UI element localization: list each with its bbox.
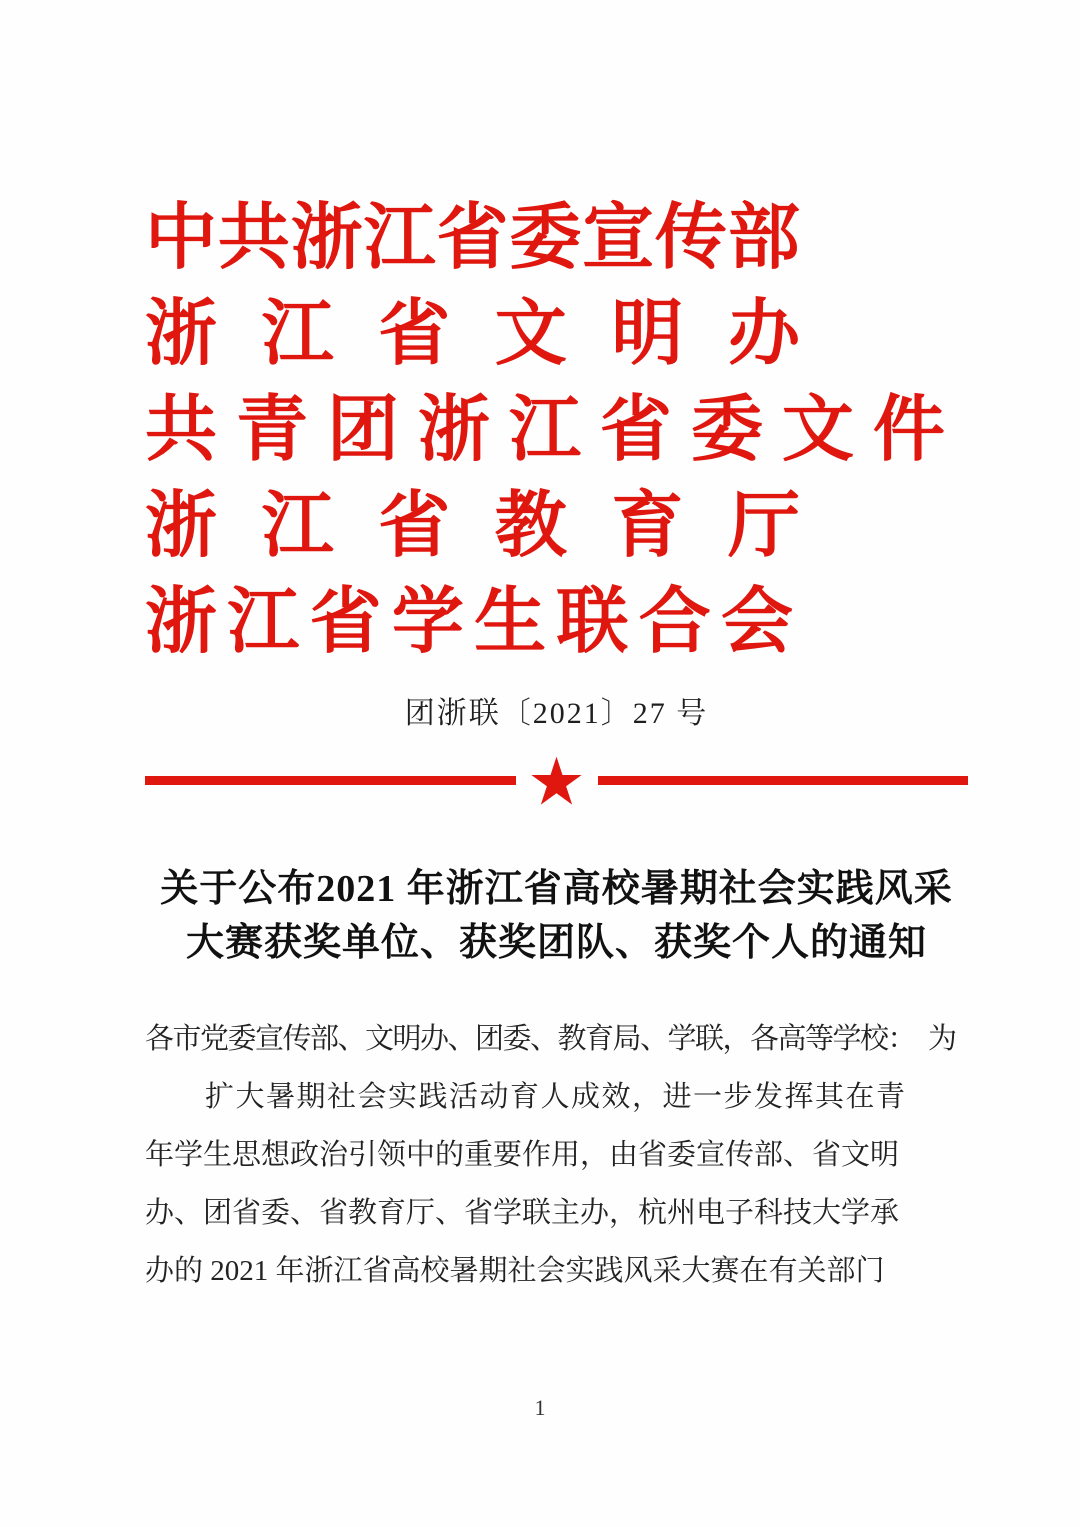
letterhead-char: 委	[509, 198, 582, 278]
letterhead-char: 浙	[145, 294, 218, 374]
letterhead-line-4	[145, 478, 800, 574]
page-footer	[0, 1395, 1080, 1421]
letterhead-char: 委	[690, 390, 763, 470]
letterhead-char: 办	[727, 294, 800, 374]
letterhead-char: 教	[494, 486, 567, 566]
letterhead-char: 省	[436, 198, 509, 278]
body-line-1: 各市党委宣传部、文明办、团委、教育局、学联，各高等学校： 为	[145, 1023, 956, 1055]
letterhead-char: 中	[145, 198, 218, 278]
letterhead-line-3	[145, 382, 945, 478]
letterhead-char: 厅	[727, 486, 800, 566]
letterhead-char: 浙	[290, 198, 363, 278]
letterhead-char: 明	[611, 294, 684, 374]
letterhead-line-5	[145, 574, 793, 670]
red-divider	[145, 753, 968, 813]
letterhead-char: 学	[391, 582, 464, 662]
letterhead	[145, 190, 968, 670]
letterhead-char: 件	[872, 390, 945, 470]
letterhead-char: 文	[781, 390, 854, 470]
title-line-2: 大赛获奖单位、获奖团队、获奖个人的通知	[185, 922, 927, 964]
letterhead-char: 省	[599, 390, 672, 470]
letterhead-char: 江	[363, 198, 436, 278]
letterhead-char: 青	[235, 390, 308, 470]
letterhead-char: 浙	[145, 582, 218, 662]
letterhead-char: 生	[474, 582, 547, 662]
letterhead-char: 浙	[417, 390, 490, 470]
letterhead-char: 共	[217, 198, 290, 278]
letterhead-char: 会	[720, 582, 793, 662]
divider-line-right	[598, 776, 969, 785]
letterhead-char: 江	[261, 294, 334, 374]
body-line-3: 年学生思想政治引领中的重要作用，由省委宣传部、省文明	[145, 1139, 900, 1171]
letterhead-char: 育	[611, 486, 684, 566]
letterhead-char: 浙	[145, 486, 218, 566]
letterhead-char: 共	[145, 390, 218, 470]
letterhead-char: 省	[309, 582, 382, 662]
letterhead-char: 省	[378, 486, 451, 566]
letterhead-char: 团	[326, 390, 399, 470]
letterhead-char: 江	[508, 390, 581, 470]
page-number: 1	[534, 1395, 546, 1420]
star-icon: ★	[529, 753, 584, 813]
letterhead-char: 江	[227, 582, 300, 662]
divider-line-left	[145, 776, 516, 785]
letterhead-line-1	[145, 190, 800, 286]
letterhead-char: 传	[655, 198, 728, 278]
letterhead-char: 宣	[582, 198, 655, 278]
letterhead-line-2	[145, 286, 800, 382]
letterhead-char: 部	[727, 198, 800, 278]
document-title	[145, 862, 968, 970]
letterhead-char: 文	[494, 294, 567, 374]
body-line-4: 办、团省委、省教育厅、省学联主办，杭州电子科技大学承	[145, 1197, 900, 1229]
title-line-1: 关于公布2021 年浙江省高校暑期社会实践风采	[160, 868, 953, 910]
body-line-2: 扩大暑期社会实践活动育人成效，进一步发挥其在青	[205, 1081, 907, 1113]
body-line-5: 办的 2021 年浙江省高校暑期社会实践风采大赛在有关部门	[145, 1255, 885, 1287]
letterhead-char: 合	[638, 582, 711, 662]
letterhead-char: 省	[378, 294, 451, 374]
letterhead-char: 江	[261, 486, 334, 566]
letterhead-char: 联	[556, 582, 629, 662]
document-number: 团浙联〔2021〕27 号	[404, 697, 709, 730]
document-body	[145, 1010, 968, 1300]
